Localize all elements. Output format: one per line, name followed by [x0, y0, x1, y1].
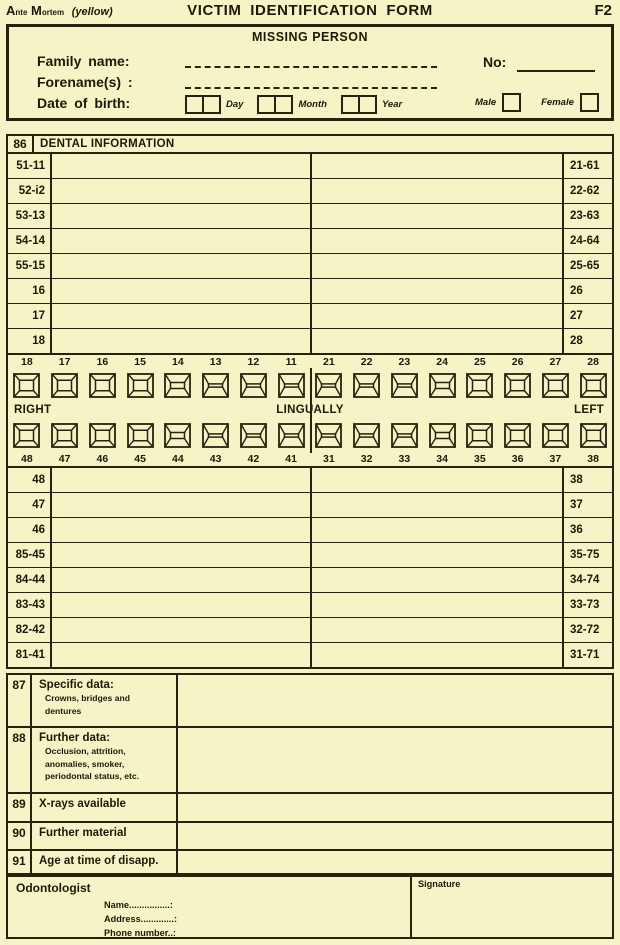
tooth-number: 48: [21, 453, 33, 465]
info-row-number: 89: [8, 794, 32, 820]
info-row-label: [32, 675, 178, 726]
tooth-row-right-number: 28: [570, 335, 583, 347]
odontologist-contact: [16, 895, 410, 940]
tooth-number: 23: [398, 356, 411, 368]
tooth-symbol-27[interactable]: [537, 373, 575, 398]
lower-tooth-numbers: [8, 452, 612, 466]
tooth-symbol-26[interactable]: [499, 373, 537, 398]
tooth-row-field-right[interactable]: [312, 279, 564, 303]
case-number-input[interactable]: [517, 70, 595, 72]
tooth-row-left-number: 84-44: [8, 568, 52, 592]
tooth-symbol-44[interactable]: [159, 423, 197, 448]
tooth-row-left-number: 81-41: [8, 643, 52, 667]
tooth-data-row: [8, 468, 612, 493]
odontologist-phone-field[interactable]: Phone number..:: [104, 928, 176, 938]
dob-label: Date of birth:: [37, 95, 131, 111]
tooth-symbol-17[interactable]: [46, 373, 84, 398]
signature-cell[interactable]: [412, 875, 612, 937]
tooth-symbol-34[interactable]: [423, 423, 461, 448]
male-label: Male: [475, 97, 497, 108]
info-row-field[interactable]: [178, 794, 612, 820]
tooth-symbol-42[interactable]: [235, 423, 273, 448]
tooth-row-field-right[interactable]: [312, 643, 564, 667]
tooth-symbol-21[interactable]: [310, 373, 348, 398]
info-row-subtitle: anomalies, smoker,: [45, 758, 125, 769]
title-bar: [0, 0, 620, 22]
info-row-number: 88: [8, 728, 32, 792]
tooth-symbol-45[interactable]: [121, 423, 159, 448]
tooth-row-field-right[interactable]: [312, 254, 564, 278]
tooth-data-row: [8, 304, 612, 329]
tooth-row-left-number: 18: [8, 329, 52, 353]
forename-label: Forename(s) :: [37, 74, 133, 90]
info-row-field[interactable]: [178, 823, 612, 849]
tooth-number: 14: [172, 356, 184, 368]
tooth-number: 31: [323, 453, 335, 465]
tooth-data-row: [8, 518, 612, 543]
info-row-field[interactable]: [178, 675, 612, 726]
tooth-row-field-left[interactable]: [52, 179, 312, 203]
tooth-symbol-18[interactable]: [8, 373, 46, 398]
dob-year-unit: [341, 95, 402, 114]
tooth-number: 27: [549, 356, 562, 368]
tooth-symbol-36[interactable]: [499, 423, 537, 448]
info-row-89: [8, 794, 612, 822]
tooth-row-left-number: 53-13: [8, 204, 52, 228]
tooth-number: 46: [96, 453, 109, 465]
tooth-row-right-number: 38: [570, 474, 583, 486]
signature-label: Signature: [418, 879, 461, 889]
tooth-symbol-32[interactable]: [348, 423, 386, 448]
info-row-label: [32, 728, 178, 792]
odontologist-cell: [8, 875, 412, 937]
tooth-symbol-14[interactable]: [159, 373, 197, 398]
tooth-number: 28: [587, 356, 599, 368]
tooth-symbol-28[interactable]: [574, 373, 612, 398]
tooth-data-row: [8, 179, 612, 204]
tooth-row-right-number: 31-71: [570, 649, 600, 661]
tooth-number: 25: [474, 356, 486, 368]
info-row-title: Further material: [39, 826, 127, 839]
tooth-diagram: [6, 355, 614, 466]
tooth-number: 44: [172, 453, 184, 465]
info-row-91: [8, 851, 612, 875]
tooth-data-row: [8, 204, 612, 229]
info-row-title: Specific data:: [39, 679, 114, 691]
family-name-input[interactable]: [185, 66, 437, 68]
dob-day-label: Day: [226, 99, 244, 110]
info-row-title: Further data:: [39, 732, 110, 745]
dob-month-cell-2[interactable]: [274, 97, 291, 112]
tooth-row-field-right[interactable]: [312, 593, 564, 617]
dob-day-input[interactable]: [185, 95, 221, 114]
sex-fields: [475, 93, 619, 112]
additional-data-section: [6, 673, 614, 877]
tooth-number: 12: [247, 356, 260, 368]
tooth-symbol-24[interactable]: [423, 373, 461, 398]
tooth-row-left-number: 54-14: [8, 229, 52, 253]
tooth-symbol-35[interactable]: [461, 423, 499, 448]
family-name-label: Family name:: [37, 53, 130, 69]
tooth-row-left-number: 48: [8, 468, 52, 492]
tooth-row-right-number: 22-62: [570, 185, 600, 197]
tooth-data-row: [8, 254, 612, 279]
dental-section-header: [8, 136, 612, 154]
tooth-row-right-number: 34-74: [570, 574, 600, 586]
odontologist-address-field[interactable]: Address.............:: [104, 914, 178, 924]
tooth-row-left-number: 47: [8, 493, 52, 517]
tooth-data-row: [8, 493, 612, 518]
tooth-row-field-right[interactable]: [312, 518, 564, 542]
tooth-row-field-left[interactable]: [52, 304, 312, 328]
tooth-row-field-left[interactable]: [52, 254, 312, 278]
tooth-number: 22: [360, 356, 373, 368]
tooth-row-right-number: 26: [570, 285, 583, 297]
tooth-symbol-25[interactable]: [461, 373, 499, 398]
tooth-data-row: [8, 543, 612, 568]
ante-suffix: nte: [15, 8, 28, 17]
tooth-symbol-46[interactable]: [84, 423, 122, 448]
dob-day-cell-2[interactable]: [202, 97, 219, 112]
tooth-number: 35: [474, 453, 486, 465]
tooth-row-field-left[interactable]: [52, 468, 312, 492]
tooth-row-right-number: 24-64: [570, 235, 600, 247]
info-row-90: [8, 823, 612, 851]
tooth-symbol-16[interactable]: [84, 373, 122, 398]
tooth-row-right-number: 27: [570, 310, 583, 322]
dental-section-title: DENTAL INFORMATION: [40, 138, 175, 150]
missing-person-box: [6, 24, 614, 121]
info-row-subtitle: dentures: [45, 705, 82, 716]
dob-month-unit: [257, 95, 327, 114]
info-row-title: Age at time of disapp.: [39, 854, 159, 867]
male-checkbox[interactable]: [502, 93, 521, 112]
tooth-number: 21: [323, 356, 335, 368]
tooth-row-field-left[interactable]: [52, 543, 312, 567]
dental-section-number: 86: [8, 136, 34, 152]
tooth-row-left-number: 55-15: [8, 254, 52, 278]
tooth-row-field-right[interactable]: [312, 304, 564, 328]
tooth-number: 15: [134, 356, 146, 368]
tooth-number: 37: [549, 453, 562, 465]
tooth-symbol-13[interactable]: [197, 373, 235, 398]
tooth-symbol-47[interactable]: [46, 423, 84, 448]
dental-information-lower: [6, 466, 614, 669]
info-row-field[interactable]: [178, 851, 612, 875]
tooth-symbol-11[interactable]: [272, 373, 310, 398]
tooth-row-right-number: 37: [570, 499, 583, 511]
tooth-row-field-right[interactable]: [312, 568, 564, 592]
dob-year-input[interactable]: [341, 95, 377, 114]
info-row-subtitle: Occlusion, attrition,: [45, 746, 126, 757]
tooth-row-field-right[interactable]: [312, 618, 564, 642]
lingually-label: LINGUALLY: [276, 404, 344, 416]
tooth-number: 43: [209, 453, 222, 465]
tooth-row-right-number: 32-72: [570, 624, 600, 636]
tooth-row-field-right[interactable]: [312, 329, 564, 353]
color-note: (yellow): [71, 6, 113, 18]
tooth-data-row: [8, 229, 612, 254]
tooth-number: 26: [511, 356, 524, 368]
tooth-data-row: [8, 279, 612, 304]
right-label: RIGHT: [14, 404, 52, 416]
missing-person-title: MISSING PERSON: [251, 30, 369, 44]
tooth-number: 13: [209, 356, 222, 368]
case-number-label: No:: [483, 54, 507, 70]
tooth-row-right-number: 33-73: [570, 599, 600, 611]
dob-month-cell-1[interactable]: [259, 97, 274, 112]
info-row-number: 90: [8, 823, 32, 849]
tooth-number: 11: [285, 356, 297, 368]
tooth-row-field-left[interactable]: [52, 568, 312, 592]
tooth-number: 36: [511, 453, 524, 465]
info-row-label: [32, 851, 178, 875]
tooth-row-left-number: 16: [8, 279, 52, 303]
tooth-number: 33: [398, 453, 411, 465]
page-title: VICTIM IDENTIFICATION FORM: [187, 2, 433, 19]
tooth-symbol-23[interactable]: [386, 373, 424, 398]
tooth-row-field-right[interactable]: [312, 468, 564, 492]
tooth-row-right-number: 21-61: [570, 160, 600, 172]
tooth-row-field-left[interactable]: [52, 518, 312, 542]
tooth-number: 38: [587, 453, 599, 465]
tooth-row-field-right[interactable]: [312, 229, 564, 253]
tooth-row-field-right[interactable]: [312, 493, 564, 517]
odontologist-name-field[interactable]: Name................:: [104, 900, 173, 910]
tooth-number: 47: [58, 453, 71, 465]
info-row-label: [32, 794, 178, 820]
tooth-symbol-43[interactable]: [197, 423, 235, 448]
tooth-symbol-37[interactable]: [537, 423, 575, 448]
tooth-row-left-number: 46: [8, 518, 52, 542]
tooth-symbol-15[interactable]: [121, 373, 159, 398]
info-row-label: [32, 823, 178, 849]
dob-day-cell-1[interactable]: [187, 97, 202, 112]
mortem-suffix: ortem: [41, 8, 65, 17]
info-row-subtitle: Crowns, bridges and: [45, 693, 130, 703]
mortem-initial: M: [31, 3, 42, 18]
ante-initial: A: [6, 3, 16, 18]
tooth-data-row: [8, 329, 612, 353]
tooth-data-row: [8, 568, 612, 593]
tooth-row-field-right[interactable]: [312, 179, 564, 203]
forename-input[interactable]: [185, 87, 437, 89]
tooth-row-left-number: 83-43: [8, 593, 52, 617]
tooth-symbol-38[interactable]: [574, 423, 612, 448]
info-row-88: [8, 728, 612, 794]
dob-month-label: Month: [298, 99, 327, 110]
female-label: Female: [541, 97, 574, 108]
tooth-data-row: [8, 618, 612, 643]
female-checkbox[interactable]: [580, 93, 599, 112]
tooth-number: 34: [436, 453, 448, 465]
dob-fields: [185, 95, 416, 114]
info-row-field[interactable]: [178, 728, 612, 792]
tooth-symbol-48[interactable]: [8, 423, 46, 448]
tooth-row-field-left[interactable]: [52, 593, 312, 617]
info-row-number: 91: [8, 851, 32, 875]
tooth-row-right-number: 36: [570, 524, 583, 536]
left-label: LEFT: [574, 404, 604, 416]
tooth-row-field-left[interactable]: [52, 279, 312, 303]
tooth-data-row: [8, 154, 612, 179]
dob-year-label: Year: [381, 99, 403, 110]
tooth-row-field-right[interactable]: [312, 204, 564, 228]
tooth-row-left-number: 17: [8, 304, 52, 328]
tooth-number: 41: [285, 453, 297, 465]
dob-month-input[interactable]: [257, 95, 293, 114]
tooth-row-left-number: 51-11: [8, 154, 52, 178]
tooth-number: 32: [360, 453, 373, 465]
upper-tooth-numbers: [8, 355, 612, 369]
tooth-symbol-33[interactable]: [386, 423, 424, 448]
tooth-symbol-31[interactable]: [310, 423, 348, 448]
tooth-row-field-left[interactable]: [52, 329, 312, 353]
tooth-number: 18: [21, 356, 33, 368]
tooth-row-field-right[interactable]: [312, 543, 564, 567]
dental-information-upper: [6, 134, 614, 355]
info-row-87: [8, 675, 612, 728]
midline-divider: [310, 368, 312, 453]
tooth-row-field-left[interactable]: [52, 229, 312, 253]
tooth-number: 45: [134, 453, 146, 465]
tooth-row-right-number: 25-65: [570, 260, 600, 272]
male-item: [475, 93, 521, 112]
footer-section: [6, 873, 614, 939]
tooth-row-field-right[interactable]: [312, 154, 564, 178]
dob-day-unit: [185, 95, 243, 114]
tooth-number: 17: [58, 356, 71, 368]
tooth-row-field-left[interactable]: [52, 643, 312, 667]
tooth-symbol-22[interactable]: [348, 373, 386, 398]
tooth-symbol-41[interactable]: [272, 423, 310, 448]
tooth-row-right-number: 35-75: [570, 549, 600, 561]
dob-year-cell-1[interactable]: [343, 97, 358, 112]
tooth-number: 24: [436, 356, 448, 368]
tooth-row-left-number: 85-45: [8, 543, 52, 567]
info-row-subtitle: periodontal status, etc.: [45, 771, 140, 782]
tooth-row-right-number: 23-63: [570, 210, 600, 222]
tooth-number: 16: [96, 356, 109, 368]
forename-row: [9, 74, 611, 95]
tooth-row-left-number: 82-42: [8, 618, 52, 642]
odontologist-label: Odontologist: [16, 881, 91, 895]
tooth-row-left-number: 52-i2: [8, 179, 52, 203]
tooth-row-field-left[interactable]: [52, 618, 312, 642]
tooth-row-field-left[interactable]: [52, 154, 312, 178]
dob-year-cell-2[interactable]: [358, 97, 375, 112]
tooth-data-row: [8, 593, 612, 618]
info-row-title: X-rays available: [39, 798, 126, 811]
tooth-row-field-left[interactable]: [52, 204, 312, 228]
tooth-row-field-left[interactable]: [52, 493, 312, 517]
tooth-number: 42: [247, 453, 260, 465]
form-code: F2: [594, 2, 612, 19]
tooth-data-row: [8, 643, 612, 667]
female-item: [541, 93, 599, 112]
info-row-number: 87: [8, 675, 32, 726]
tooth-symbol-12[interactable]: [235, 373, 273, 398]
